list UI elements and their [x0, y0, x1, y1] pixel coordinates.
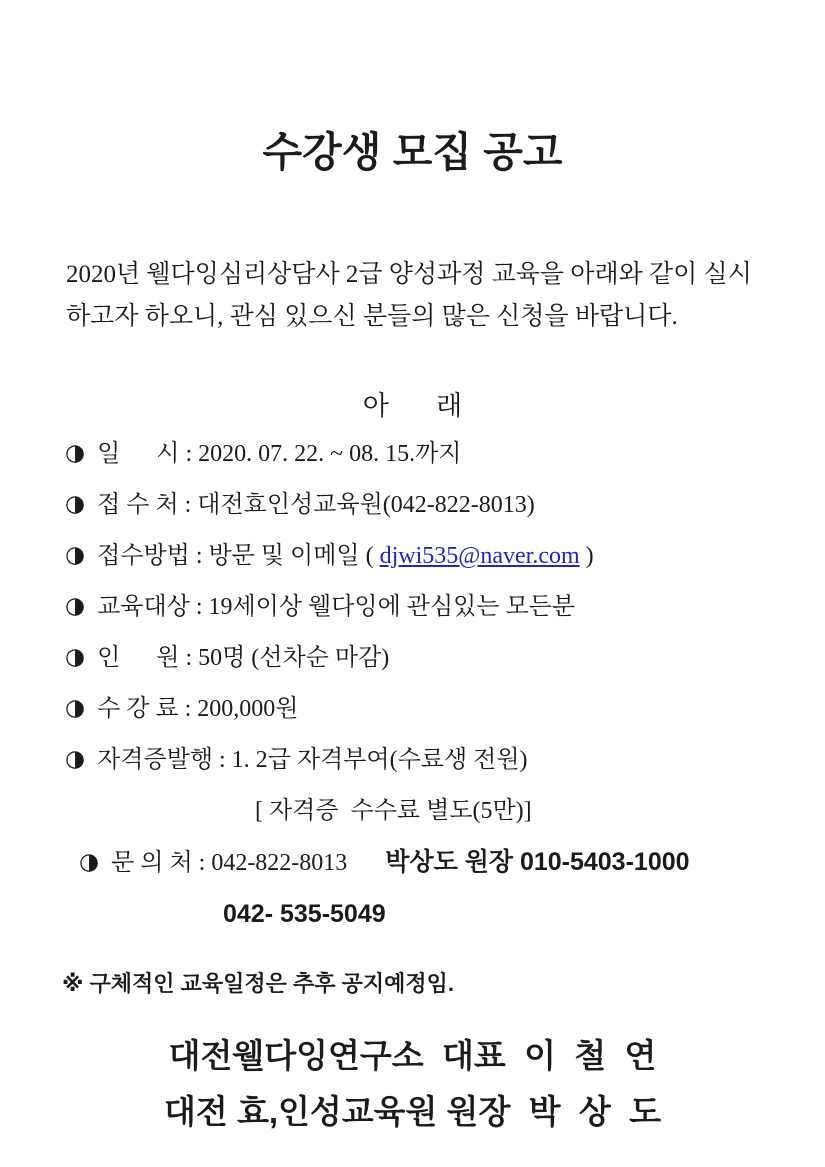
half-circle-bullet-icon: ◑ — [65, 643, 86, 670]
intro-line-2: 하고자 하오니, 관심 있으신 분들의 많은 신청을 바랍니다. — [66, 302, 678, 330]
list-item-reception-office — [65, 490, 825, 520]
list-item-contact — [79, 847, 825, 878]
half-circle-bullet-icon: ◑ — [65, 541, 86, 568]
list-item-capacity — [65, 643, 825, 673]
info-list — [0, 439, 825, 929]
contact-phone-main: 042-822-8013 — [211, 849, 348, 876]
contact-manager-phone: 박상도 원장 010-5403-1000 — [385, 847, 690, 876]
list-item-capacity-text: 인 원 : 50명 (선차순 마감) — [97, 644, 390, 671]
application-method-prefix: 접수방법 : 방문 및 이메일 ( — [97, 542, 380, 569]
list-item-target — [65, 592, 825, 622]
signature-line-2: 대전 효,인성교육원 원장 박 상 도 — [164, 1092, 661, 1130]
half-circle-bullet-icon: ◑ — [65, 490, 86, 517]
half-circle-bullet-icon: ◑ — [65, 592, 86, 619]
half-circle-bullet-icon: ◑ — [65, 694, 86, 721]
list-item-application-method — [65, 541, 825, 571]
signature-block — [0, 1028, 825, 1140]
list-item-fee-text: 수 강 료 : 200,000원 — [97, 695, 299, 722]
email-link[interactable]: djwi535@naver.com — [379, 542, 580, 569]
half-circle-bullet-icon: ◑ — [65, 745, 86, 772]
intro-paragraph — [66, 254, 767, 338]
list-item-date-text: 일 시 : 2020. 07. 22. ~ 08. 15.까지 — [97, 440, 462, 467]
list-item-certificate — [65, 745, 825, 775]
signature-line-1: 대전웰다잉연구소 대표 이 철 연 — [168, 1036, 657, 1074]
list-item-reception-office-text: 접 수 처 : 대전효인성교육원(042-822-8013) — [97, 491, 535, 518]
application-method-suffix: ) — [579, 542, 594, 569]
list-item-fee — [65, 694, 825, 724]
certificate-fee-note: [ 자격증 수수료 별도(5만)] — [255, 797, 532, 824]
half-circle-bullet-icon: ◑ — [65, 439, 86, 466]
contact-label: 문 의 처 : — [111, 849, 212, 876]
list-item-target-text: 교육대상 : 19세이상 웰다잉에 관심있는 모든분 — [97, 593, 576, 620]
contact-phone-alt: 042- 535-5049 — [223, 899, 386, 928]
section-heading-below: 아 래 — [362, 390, 463, 421]
half-circle-bullet-icon: ◑ — [79, 848, 100, 875]
intro-line-1: 2020년 웰다잉심리상담사 2급 양성과정 교육을 아래와 같이 실시 — [66, 260, 752, 288]
list-item-date — [65, 439, 825, 469]
list-item-certificate-text: 자격증발행 : 1. 2급 자격부여(수료생 전원) — [97, 746, 528, 773]
schedule-notice: ※ 구체적인 교육일정은 추후 공지예정임. — [62, 970, 454, 996]
page-title: 수강생 모집 공고 — [262, 129, 563, 176]
